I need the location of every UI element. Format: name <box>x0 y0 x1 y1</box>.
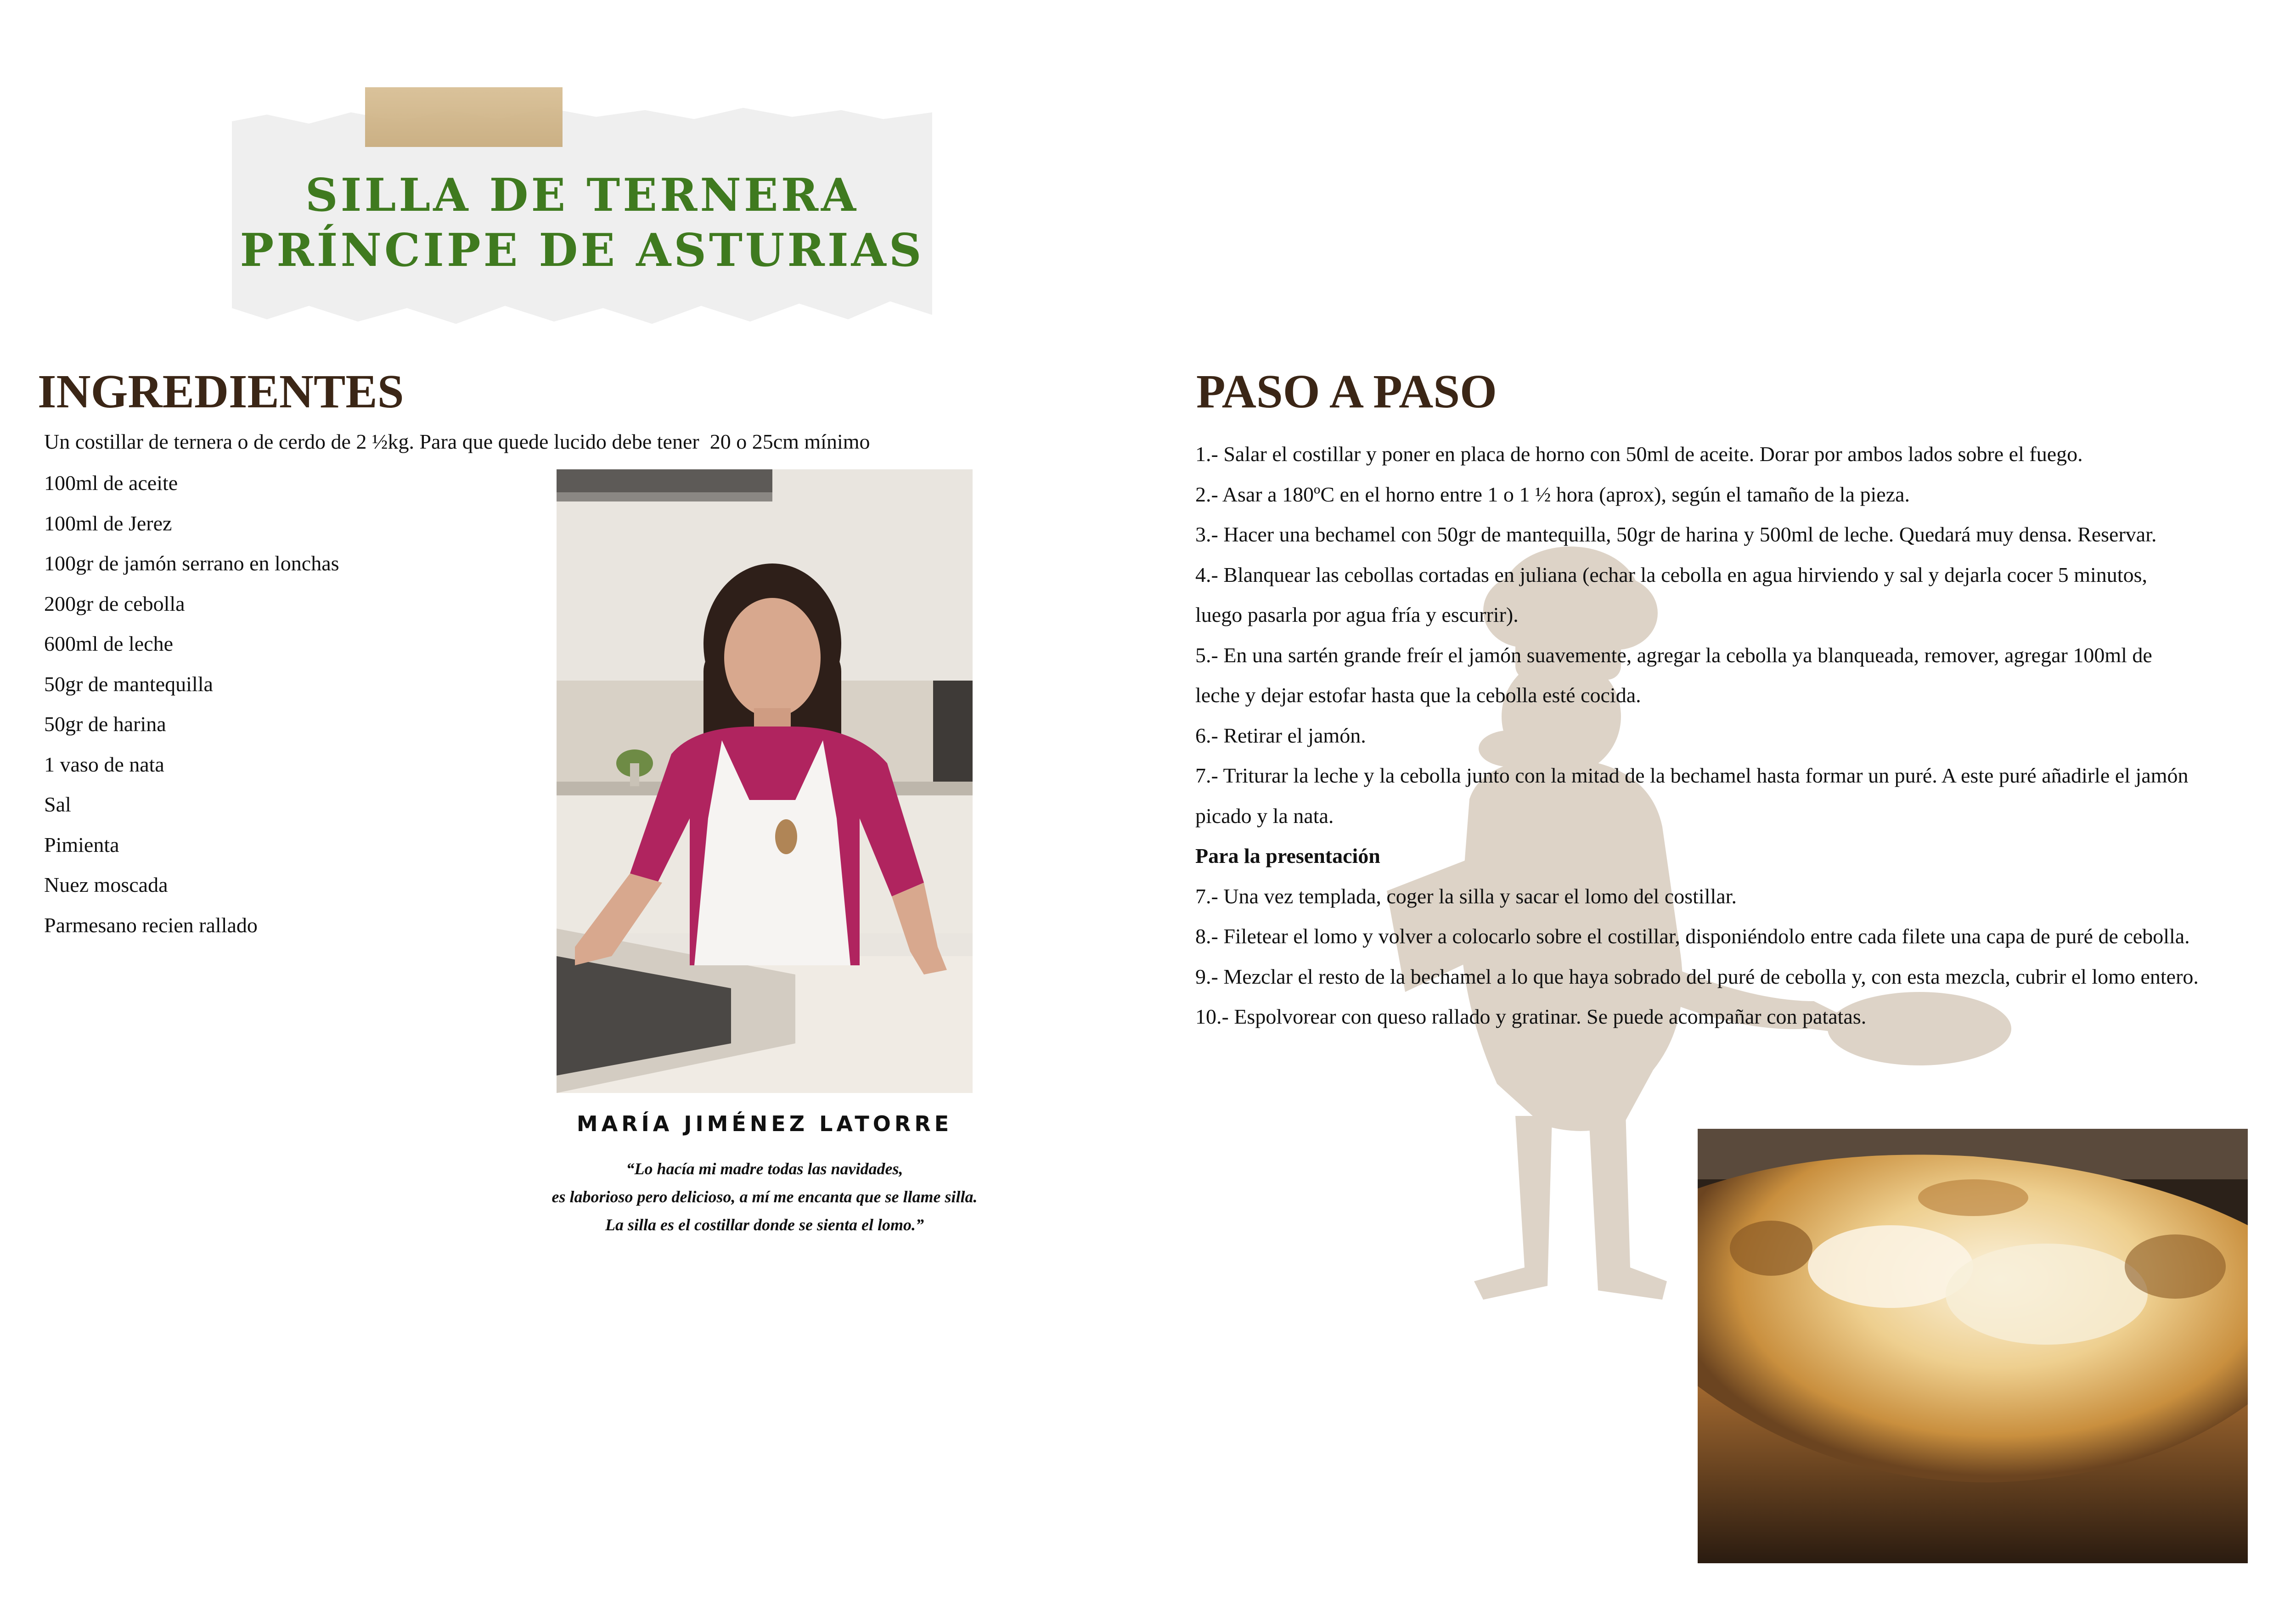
recipe-title-line-2: PRÍNCIPE DE ASTURIAS <box>240 224 924 277</box>
step-line: 6.- Retirar el jamón. <box>1195 723 1366 747</box>
step-line: 1.- Salar el costillar y poner en placa de horno con 50ml de aceite. Dorar por ambos lados sobre el fuego. <box>1195 442 2083 466</box>
recipe-title-line-1: SILLA DE TERNERA <box>305 169 859 222</box>
presentation-subheading: Para la presentación <box>1195 844 1380 867</box>
ingredient-item: 200gr de cebolla <box>44 591 185 615</box>
steps-heading: PASO A PASO <box>1196 365 1497 418</box>
step-line: 5.- En una sartén grande freír el jamón suavemente, agregar la cebolla ya blanqueada, remover, agregar 100ml de <box>1195 643 2152 667</box>
chef-portrait-photo <box>557 469 973 1093</box>
ingredients-list <box>44 469 339 952</box>
step-line: 7.- Una vez templada, coger la silla y sacar el lomo del costillar. <box>1195 884 1737 908</box>
step-line: 9.- Mezclar el resto de la bechamel a lo que haya sobrado del puré de cebolla y, con esta mezcla, cubrir el lomo entero. <box>1195 964 2199 988</box>
ingredient-item: 600ml de leche <box>44 632 174 655</box>
ingredient-item: 50gr de mantequilla <box>44 672 213 696</box>
chef-quote-line: “Lo hacía mi madre todas las navidades, <box>626 1160 903 1178</box>
ingredient-item: Sal <box>44 793 71 816</box>
steps-list <box>1195 434 2296 1037</box>
step-line: picado y la nata. <box>1195 804 1334 828</box>
step-line: 4.- Blanquear las cebollas cortadas en juliana (echar la cebolla en agua hirviendo y sal y dejarla cocer 5 minutos, <box>1195 563 2147 586</box>
ingredient-item: Nuez moscada <box>44 873 168 896</box>
chef-name: MARÍA JIMÉNEZ LATORRE <box>576 1111 953 1136</box>
chef-quote-line: La silla es el costillar donde se sienta el lomo.” <box>605 1216 924 1234</box>
ingredient-item: 100ml de Jerez <box>44 511 172 535</box>
ingredient-item: 50gr de harina <box>44 712 166 736</box>
ingredient-item: 100gr de jamón serrano en lonchas <box>44 552 339 575</box>
ingredient-item: Parmesano recien rallado <box>44 913 258 937</box>
step-line: leche y dejar estofar hasta que la cebolla esté cocida. <box>1195 683 1641 707</box>
dish-photo <box>1698 1129 2248 1563</box>
step-line: 10.- Espolvorear con queso rallado y gratinar. Se puede acompañar con patatas. <box>1195 1005 1867 1028</box>
ingredient-item: Pimienta <box>44 833 119 856</box>
ingredient-item: 100ml de aceite <box>44 471 178 495</box>
chef-quote-line: es laborioso pero delicioso, a mí me encanta que se llame silla. <box>551 1188 978 1206</box>
step-line: 2.- Asar a 180ºC en el horno entre 1 o 1 ½ hora (aprox), según el tamaño de la pieza. <box>1195 482 1910 506</box>
ingredient-item: 1 vaso de nata <box>44 752 164 776</box>
ingredients-intro: Un costillar de ternera o de cerdo de 2 ½kg. Para que quede lucido debe tener 20 o 25cm mínimo <box>44 430 870 453</box>
dish-photo-illustration <box>1698 1129 2248 1563</box>
chef-portrait-illustration <box>557 469 973 1093</box>
paper-tape <box>365 87 563 147</box>
ingredients-heading: INGREDIENTES <box>38 365 404 418</box>
step-line: 8.- Filetear el lomo y volver a colocarlo sobre el costillar, disponiéndolo entre cada filete una capa de puré de cebolla. <box>1195 924 2190 948</box>
step-line: 3.- Hacer una bechamel con 50gr de mantequilla, 50gr de harina y 500ml de leche. Quedará muy densa. Reservar. <box>1195 523 2157 546</box>
step-line: luego pasarla por agua fría y escurrir). <box>1195 603 1519 626</box>
step-line: 7.- Triturar la leche y la cebolla junto con la mitad de la bechamel hasta formar un puré. A este puré añadirle el jamón <box>1195 764 2189 787</box>
